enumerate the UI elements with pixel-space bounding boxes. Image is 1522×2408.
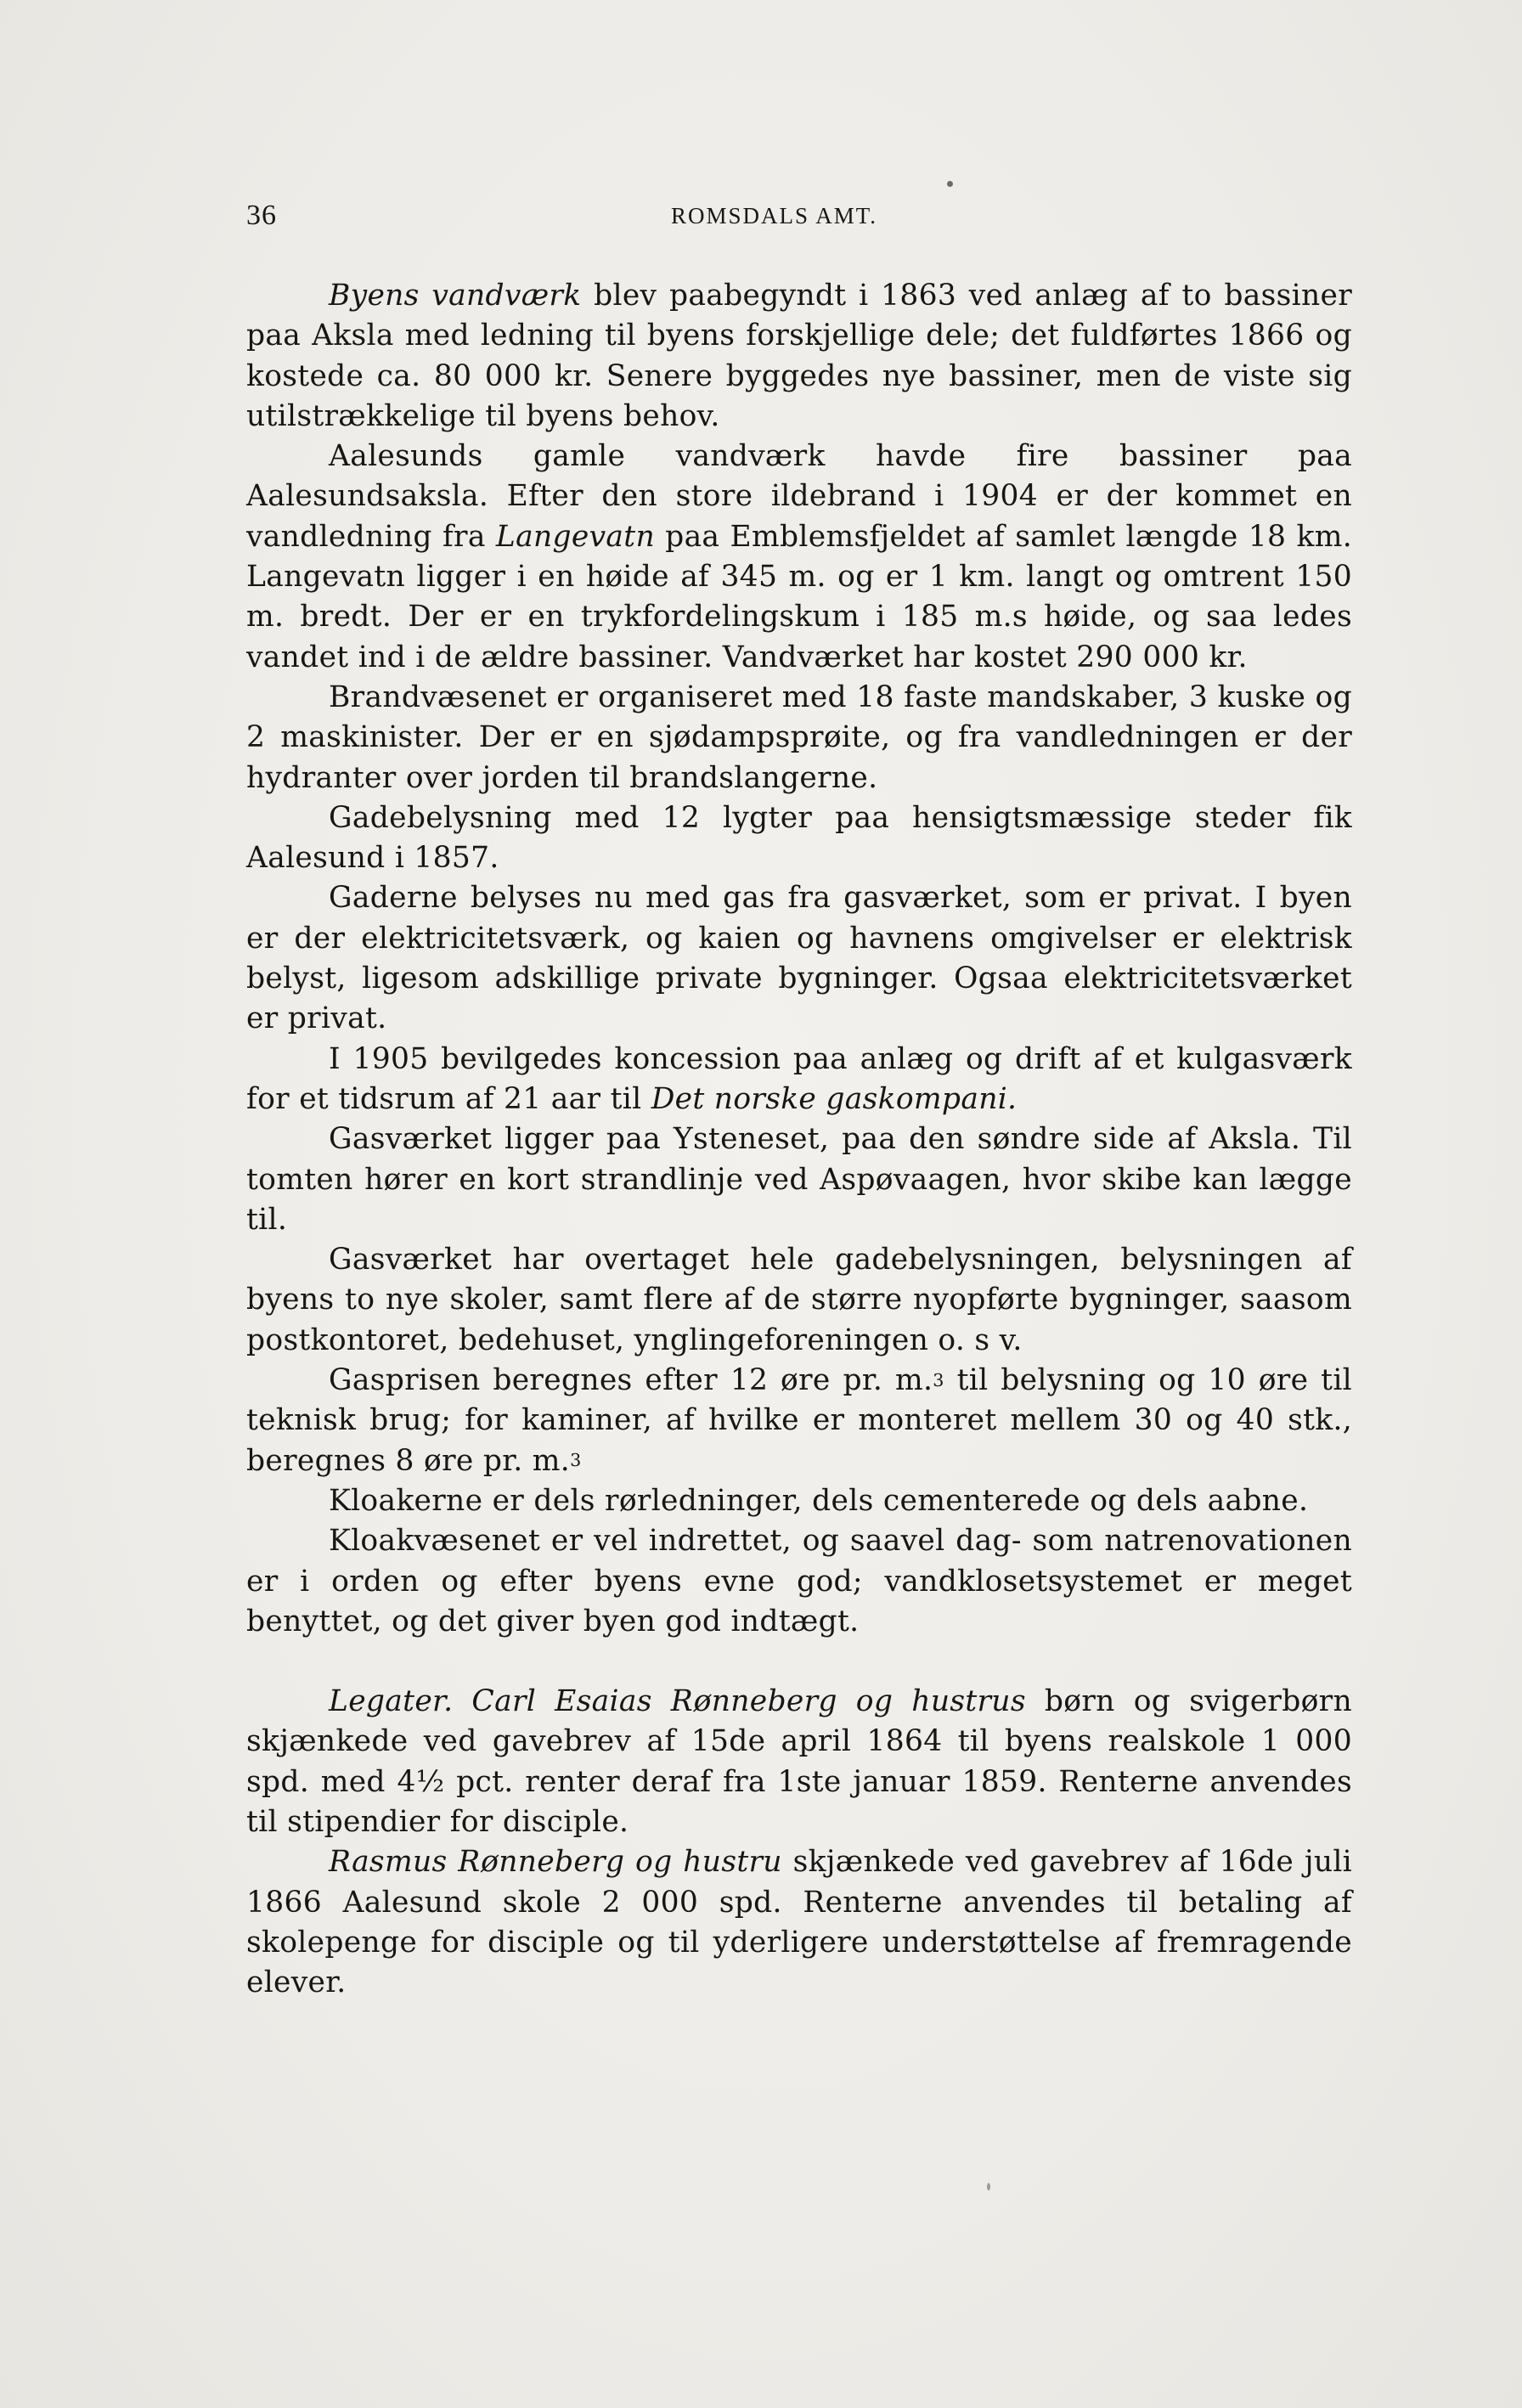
text-run xyxy=(453,1684,471,1718)
text-run: Kloakerne er dels rørledninger, dels cementerede og dels aabne. xyxy=(329,1483,1309,1518)
text-run: blev paabegyndt i 1863 ved anlæg af to bassiner paa Aksla med ledning til byens forskjellige dele; det fuldførtes 1866 og kostede ca. 80 000 kr. Senere byggedes nye bassiner, men de viste sig utilstrækkelige til byens behov. xyxy=(246,279,1353,433)
superscript: 3 xyxy=(933,1369,944,1390)
paragraph xyxy=(246,1119,1352,1240)
paragraph xyxy=(246,678,1352,798)
text-run: Gasværket har overtaget hele gadebelysningen, belysningen af byens to nye skoler, samt flere af de større nyopførte bygninger, saasom postkontoret, bedehuset, ynglingeforeningen o. s v. xyxy=(246,1243,1352,1357)
italic-text: Byens vandværk xyxy=(329,279,582,313)
print-speck xyxy=(987,2183,990,2191)
text-run: paa Emblemsfjeldet af samlet længde 18 km. Langevatn ligger i en høide af 345 m. og er 1 km. langt og omtrent 150 m. bredt. Der er en trykfordelingskum i 185 m.s høide, og saa ledes vandet ind i de ældre bassiner. Vandværket har kostet 290 000 kr. xyxy=(246,519,1352,674)
paragraph xyxy=(246,1682,1352,1842)
paragraph xyxy=(246,1361,1352,1481)
italic-text: Det norske gaskompani. xyxy=(651,1081,1017,1116)
paragraph xyxy=(246,1240,1352,1361)
italic-text: Rasmus Rønneberg og hustru xyxy=(329,1845,782,1880)
running-title: ROMSDALS AMT. xyxy=(671,203,878,228)
italic-text: Carl Esaias Rønneberg og hustrus xyxy=(471,1684,1026,1719)
page-header xyxy=(246,200,1355,242)
body-text xyxy=(246,276,1352,2003)
paragraph xyxy=(246,276,1352,437)
text-run: til belysning og 10 øre til teknisk brug; for kaminer, af hvilke er monteret mellem 30 og 40 stk., beregnes 8 øre pr. m. xyxy=(246,1363,1352,1478)
text-run: skjænkede ved gavebrev af 16de juli 1866 Aalesund skole 2 000 spd. Renterne anvendes til betaling af skolepenge for disciple og til yderligere understøttelse af fremragende elever. xyxy=(246,1845,1353,2000)
text-run: Gaderne belyses nu med gas fra gasværket, som er privat. I byen er der elektricitetsværk, og kaien og havnens omgivelser er elektrisk belyst, ligesom adskillige private bygninger. Ogsaa elektricitetsværket er privat. xyxy=(246,881,1352,1036)
paragraph xyxy=(246,437,1352,678)
paragraph xyxy=(246,1481,1352,1521)
italic-text: Legater. xyxy=(329,1684,454,1719)
paragraph xyxy=(246,798,1352,879)
paragraph xyxy=(246,878,1352,1039)
print-speck xyxy=(947,181,953,187)
paragraph xyxy=(246,1521,1352,1642)
italic-text: Langevatn xyxy=(495,519,655,554)
page-number: 36 xyxy=(246,200,277,231)
text-run: børn og svigerbørn skjænkede ved gavebrev af 15de april 1864 til byens realskole 1 000 spd. med 4½ pct. renter deraf fra 1ste januar 1859. Renterne anvendes til stipendier for disciple. xyxy=(246,1684,1352,1839)
paragraph xyxy=(246,1842,1352,2003)
text-run: Gadebelysning med 12 lygter paa hensigtsmæssige steder fik Aalesund i 1857. xyxy=(246,800,1352,876)
text-run: Gasværket ligger paa Ysteneset, paa den søndre side af Aksla. Til tomten hører en kort strandlinje ved Aspøvaagen, hvor skibe kan lægge til. xyxy=(246,1122,1352,1237)
text-run: Gasprisen beregnes efter 12 øre pr. m. xyxy=(329,1363,933,1398)
text-run: Brandvæsenet er organiseret med 18 faste mandskaber, 3 kuske og 2 maskinister. Der er en sjødampsprøite, og fra vandledningen er der hydranter over jorden til brandslangerne. xyxy=(246,680,1352,795)
paragraph xyxy=(246,1040,1352,1120)
superscript: 3 xyxy=(570,1450,582,1471)
text-run: Kloakvæsenet er vel indrettet, og saavel dag- som natrenovationen er i orden og efter byens evne god; vandklosetsystemet er meget benyttet, og det giver byen god indtægt. xyxy=(246,1524,1352,1638)
text-run: Aalesunds gamle vandværk havde fire bassiner paa Aalesundsaksla. Efter den store ildebrand i 1904 er der kommet en vandledning fra xyxy=(246,439,1352,554)
text-run: I 1905 bevilgedes koncession paa anlæg og drift af et kulgasværk for et tidsrum af 21 aar til xyxy=(246,1041,1352,1116)
